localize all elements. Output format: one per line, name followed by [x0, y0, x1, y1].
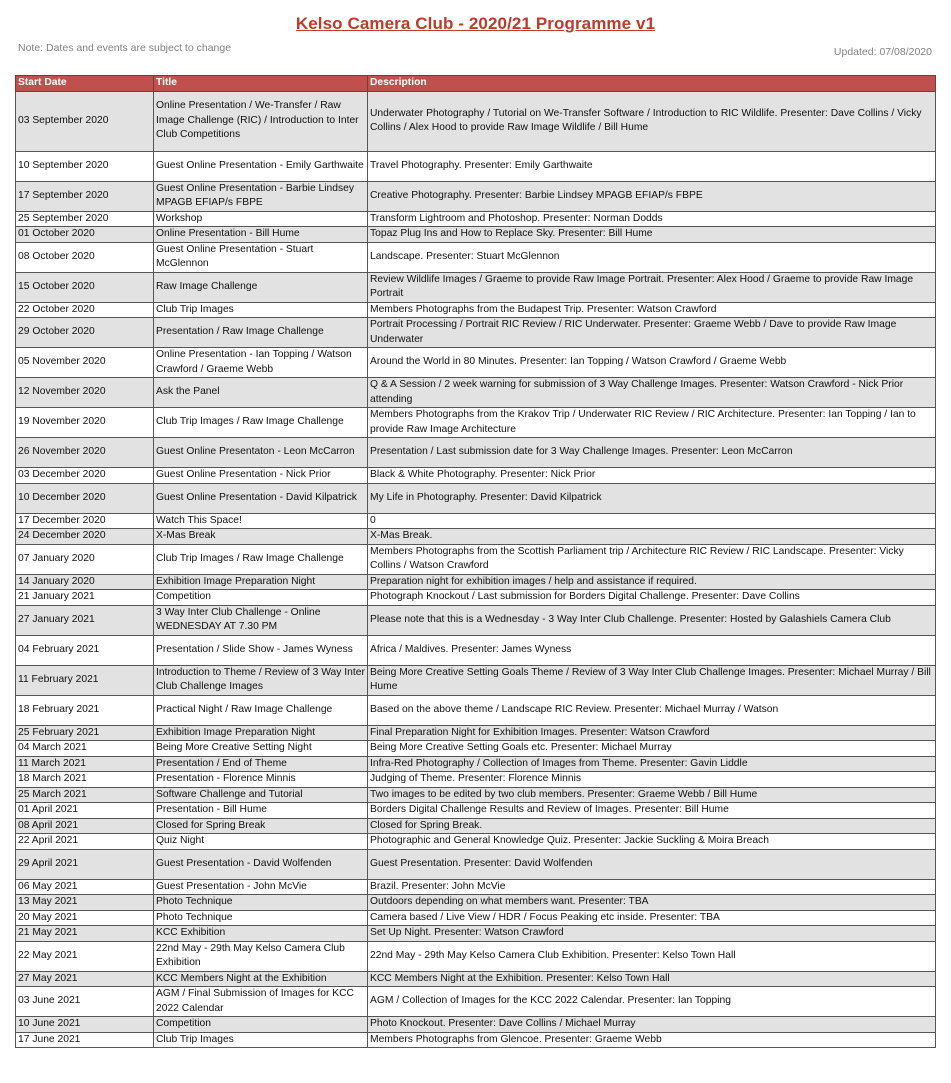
description-cell: 0: [368, 513, 936, 529]
table-row: [16, 302, 936, 318]
table-row: [16, 378, 936, 408]
start-date-cell: 04 February 2021: [16, 635, 154, 665]
description-cell: Transform Lightroom and Photoshop. Presenter: Norman Dodds: [368, 211, 936, 227]
column-header-description: Description: [368, 76, 936, 92]
description-cell: Based on the above theme / Landscape RIC Review. Presenter: Michael Murray / Watson: [368, 695, 936, 725]
title-cell: Photo Technique: [154, 910, 368, 926]
start-date-cell: 05 November 2020: [16, 348, 154, 378]
start-date-cell: 24 December 2020: [16, 529, 154, 545]
description-cell: Infra-Red Photography / Collection of Images from Theme. Presenter: Gavin Liddle: [368, 756, 936, 772]
table-row: [16, 879, 936, 895]
title-cell: Presentation / End of Theme: [154, 756, 368, 772]
start-date-cell: 25 September 2020: [16, 211, 154, 227]
start-date-cell: 12 November 2020: [16, 378, 154, 408]
start-date-cell: 17 December 2020: [16, 513, 154, 529]
table-row: [16, 590, 936, 606]
description-cell: Review Wildlife Images / Graeme to provide Raw Image Portrait. Presenter: Alex Hood / Graeme to provide Raw Image Portrait: [368, 272, 936, 302]
title-cell: Presentation - Bill Hume: [154, 803, 368, 819]
title-cell: Competition: [154, 590, 368, 606]
start-date-cell: 01 October 2020: [16, 227, 154, 243]
description-cell: Being More Creative Setting Goals etc. Presenter: Michael Murray: [368, 741, 936, 757]
table-row: [16, 725, 936, 741]
description-cell: Black & White Photography. Presenter: Nick Prior: [368, 468, 936, 484]
start-date-cell: 03 December 2020: [16, 468, 154, 484]
table-row: [16, 574, 936, 590]
start-date-cell: 03 June 2021: [16, 987, 154, 1017]
description-cell: Portrait Processing / Portrait RIC Review / RIC Underwater. Presenter: Graeme Webb / Dave to provide Raw Image Underwater: [368, 318, 936, 348]
title-cell: Presentation - Florence Minnis: [154, 772, 368, 788]
start-date-cell: 03 September 2020: [16, 91, 154, 151]
description-cell: Topaz Plug Ins and How to Replace Sky. Presenter: Bill Hume: [368, 227, 936, 243]
title-cell: X-Mas Break: [154, 529, 368, 545]
description-cell: Travel Photography. Presenter: Emily Garthwaite: [368, 151, 936, 181]
description-cell: Underwater Photography / Tutorial on We-Transfer Software / Introduction to RIC Wildlife. Presenter: Dave Collins / Vicky Collins / Alex Hood to provide Raw Image Wildlife / Bill Hume: [368, 91, 936, 151]
table-row: [16, 941, 936, 971]
description-cell: My Life in Photography. Presenter: David Kilpatrick: [368, 483, 936, 513]
start-date-cell: 10 June 2021: [16, 1017, 154, 1033]
description-cell: Preparation night for exhibition images / help and assistance if required.: [368, 574, 936, 590]
table-row: [16, 408, 936, 438]
start-date-cell: 01 April 2021: [16, 803, 154, 819]
description-cell: Presentation / Last submission date for 3 Way Challenge Images. Presenter: Leon McCarron: [368, 438, 936, 468]
table-row: [16, 926, 936, 942]
description-cell: X-Mas Break.: [368, 529, 936, 545]
table-row: [16, 787, 936, 803]
start-date-cell: 06 May 2021: [16, 879, 154, 895]
start-date-cell: 20 May 2021: [16, 910, 154, 926]
start-date-cell: 11 March 2021: [16, 756, 154, 772]
title-cell: Guest Online Presentation - David Kilpatrick: [154, 483, 368, 513]
start-date-cell: 21 January 2021: [16, 590, 154, 606]
title-cell: Ask the Panel: [154, 378, 368, 408]
description-cell: KCC Members Night at the Exhibition. Presenter: Kelso Town Hall: [368, 971, 936, 987]
start-date-cell: 22 April 2021: [16, 834, 154, 850]
table-row: [16, 438, 936, 468]
start-date-cell: 08 April 2021: [16, 818, 154, 834]
description-cell: Two images to be edited by two club members. Presenter: Graeme Webb / Bill Hume: [368, 787, 936, 803]
description-cell: Guest Presentation. Presenter: David Wolfenden: [368, 849, 936, 879]
title-cell: Club Trip Images / Raw Image Challenge: [154, 544, 368, 574]
title-cell: Workshop: [154, 211, 368, 227]
description-cell: Outdoors depending on what members want. Presenter: TBA: [368, 895, 936, 911]
start-date-cell: 08 October 2020: [16, 242, 154, 272]
description-cell: Around the World in 80 Minutes. Presenter: Ian Topping / Watson Crawford / Graeme Webb: [368, 348, 936, 378]
table-row: [16, 91, 936, 151]
table-row: [16, 348, 936, 378]
description-cell: Judging of Theme. Presenter: Florence Minnis: [368, 772, 936, 788]
table-body: [16, 91, 936, 1048]
title-cell: Competition: [154, 1017, 368, 1033]
programme-table: [15, 75, 936, 1048]
start-date-cell: 18 March 2021: [16, 772, 154, 788]
column-header-start-date: Start Date: [16, 76, 154, 92]
description-cell: Borders Digital Challenge Results and Review of Images. Presenter: Bill Hume: [368, 803, 936, 819]
title-cell: Guest Online Presentation - Stuart McGlennon: [154, 242, 368, 272]
description-cell: Members Photographs from the Krakov Trip / Underwater RIC Review / RIC Architecture. Presenter: Ian Topping / Ian to provide Raw Image Architecture: [368, 408, 936, 438]
table-header-row: [16, 76, 936, 92]
title-cell: Online Presentation - Ian Topping / Watson Crawford / Graeme Webb: [154, 348, 368, 378]
table-row: [16, 756, 936, 772]
title-cell: Club Trip Images: [154, 1032, 368, 1048]
start-date-cell: 14 January 2020: [16, 574, 154, 590]
title-cell: Club Trip Images: [154, 302, 368, 318]
description-cell: Please note that this is a Wednesday - 3 Way Inter Club Challenge. Presenter: Hosted by Galashiels Camera Club: [368, 605, 936, 635]
start-date-cell: 10 September 2020: [16, 151, 154, 181]
description-cell: Members Photographs from the Scottish Parliament trip / Architecture RIC Review / RIC Landscape. Presenter: Vicky Collins / Watson Crawford: [368, 544, 936, 574]
start-date-cell: 17 June 2021: [16, 1032, 154, 1048]
start-date-cell: 04 March 2021: [16, 741, 154, 757]
description-cell: Closed for Spring Break.: [368, 818, 936, 834]
updated-date: Updated: 07/08/2020: [833, 46, 932, 58]
disclaimer-note: Note: Dates and events are subject to change: [18, 42, 232, 54]
start-date-cell: 21 May 2021: [16, 926, 154, 942]
start-date-cell: 27 January 2021: [16, 605, 154, 635]
description-cell: Creative Photography. Presenter: Barbie Lindsey MPAGB EFIAP/s FBPE: [368, 181, 936, 211]
table-row: [16, 635, 936, 665]
title-cell: Guest Online Presentation - Nick Prior: [154, 468, 368, 484]
table-row: [16, 544, 936, 574]
description-cell: Photographic and General Knowledge Quiz. Presenter: Jackie Suckling & Moira Breach: [368, 834, 936, 850]
title-cell: Exhibition Image Preparation Night: [154, 574, 368, 590]
title-cell: Quiz Night: [154, 834, 368, 850]
table-row: [16, 834, 936, 850]
title-cell: KCC Members Night at the Exhibition: [154, 971, 368, 987]
description-cell: Photograph Knockout / Last submission for Borders Digital Challenge. Presenter: Dave Collins: [368, 590, 936, 606]
description-cell: AGM / Collection of Images for the KCC 2022 Calendar. Presenter: Ian Topping: [368, 987, 936, 1017]
start-date-cell: 22 May 2021: [16, 941, 154, 971]
title-cell: Club Trip Images / Raw Image Challenge: [154, 408, 368, 438]
start-date-cell: 29 April 2021: [16, 849, 154, 879]
title-cell: Presentation / Raw Image Challenge: [154, 318, 368, 348]
title-cell: Guest Presentation - David Wolfenden: [154, 849, 368, 879]
description-cell: Landscape. Presenter: Stuart McGlennon: [368, 242, 936, 272]
title-cell: AGM / Final Submission of Images for KCC 2022 Calendar: [154, 987, 368, 1017]
title-cell: Closed for Spring Break: [154, 818, 368, 834]
title-cell: Introduction to Theme / Review of 3 Way Inter Club Challenge Images: [154, 665, 368, 695]
title-cell: Software Challenge and Tutorial: [154, 787, 368, 803]
start-date-cell: 18 February 2021: [16, 695, 154, 725]
table-row: [16, 803, 936, 819]
table-row: [16, 665, 936, 695]
table-row: [16, 468, 936, 484]
table-row: [16, 741, 936, 757]
table-row: [16, 211, 936, 227]
title-cell: Exhibition Image Preparation Night: [154, 725, 368, 741]
table-row: [16, 895, 936, 911]
description-cell: Members Photographs from the Budapest Trip. Presenter: Watson Crawford: [368, 302, 936, 318]
table-row: [16, 318, 936, 348]
table-row: [16, 529, 936, 545]
table-row: [16, 483, 936, 513]
start-date-cell: 19 November 2020: [16, 408, 154, 438]
description-cell: Set Up Night. Presenter: Watson Crawford: [368, 926, 936, 942]
title-cell: Being More Creative Setting Night: [154, 741, 368, 757]
description-cell: Being More Creative Setting Goals Theme / Review of 3 Way Inter Club Challenge Images. Presenter: Michael Murray / Bill Hume: [368, 665, 936, 695]
table-row: [16, 1032, 936, 1048]
table-row: [16, 695, 936, 725]
start-date-cell: 17 September 2020: [16, 181, 154, 211]
title-cell: Guest Online Presentaton - Leon McCarron: [154, 438, 368, 468]
table-row: [16, 818, 936, 834]
table-row: [16, 181, 936, 211]
start-date-cell: 26 November 2020: [16, 438, 154, 468]
start-date-cell: 10 December 2020: [16, 483, 154, 513]
document-title: Kelso Camera Club - 2020/21 Programme v1: [295, 14, 656, 33]
start-date-cell: 22 October 2020: [16, 302, 154, 318]
start-date-cell: 25 March 2021: [16, 787, 154, 803]
table-row: [16, 772, 936, 788]
start-date-cell: 11 February 2021: [16, 665, 154, 695]
title-cell: Guest Online Presentation - Emily Garthwaite: [154, 151, 368, 181]
start-date-cell: 25 February 2021: [16, 725, 154, 741]
table-row: [16, 151, 936, 181]
title-cell: Guest Presentation - John McVie: [154, 879, 368, 895]
start-date-cell: 07 January 2020: [16, 544, 154, 574]
table-row: [16, 971, 936, 987]
title-cell: Guest Online Presentation - Barbie Lindsey MPAGB EFIAP/s FBPE: [154, 181, 368, 211]
table-row: [16, 272, 936, 302]
title-cell: Practical Night / Raw Image Challenge: [154, 695, 368, 725]
title-cell: Online Presentation - Bill Hume: [154, 227, 368, 243]
description-cell: Africa / Maldives. Presenter: James Wyness: [368, 635, 936, 665]
table-row: [16, 987, 936, 1017]
title-cell: 22nd May - 29th May Kelso Camera Club Exhibition: [154, 941, 368, 971]
table-row: [16, 1017, 936, 1033]
table-row: [16, 605, 936, 635]
description-cell: Brazil. Presenter: John McVie: [368, 879, 936, 895]
title-cell: Presentation / Slide Show - James Wyness: [154, 635, 368, 665]
table-row: [16, 227, 936, 243]
column-header-title: Title: [154, 76, 368, 92]
start-date-cell: 27 May 2021: [16, 971, 154, 987]
table-row: [16, 242, 936, 272]
title-cell: Photo Technique: [154, 895, 368, 911]
description-cell: Final Preparation Night for Exhibition Images. Presenter: Watson Crawford: [368, 725, 936, 741]
description-cell: Camera based / Live View / HDR / Focus Peaking etc inside. Presenter: TBA: [368, 910, 936, 926]
table-row: [16, 513, 936, 529]
title-cell: Watch This Space!: [154, 513, 368, 529]
start-date-cell: 13 May 2021: [16, 895, 154, 911]
start-date-cell: 15 October 2020: [16, 272, 154, 302]
title-cell: 3 Way Inter Club Challenge - Online WEDNESDAY AT 7.30 PM: [154, 605, 368, 635]
title-cell: Raw Image Challenge: [154, 272, 368, 302]
description-cell: Members Photographs from Glencoe. Presenter: Graeme Webb: [368, 1032, 936, 1048]
title-cell: Online Presentation / We-Transfer / Raw Image Challenge (RIC) / Introduction to Inter Club Competitions: [154, 91, 368, 151]
description-cell: Photo Knockout. Presenter: Dave Collins / Michael Murray: [368, 1017, 936, 1033]
description-cell: Q & A Session / 2 week warning for submission of 3 Way Challenge Images. Presenter: Watson Crawford - Nick Prior attending: [368, 378, 936, 408]
table-row: [16, 910, 936, 926]
title-cell: KCC Exhibition: [154, 926, 368, 942]
start-date-cell: 29 October 2020: [16, 318, 154, 348]
description-cell: 22nd May - 29th May Kelso Camera Club Exhibition. Presenter: Kelso Town Hall: [368, 941, 936, 971]
table-row: [16, 849, 936, 879]
